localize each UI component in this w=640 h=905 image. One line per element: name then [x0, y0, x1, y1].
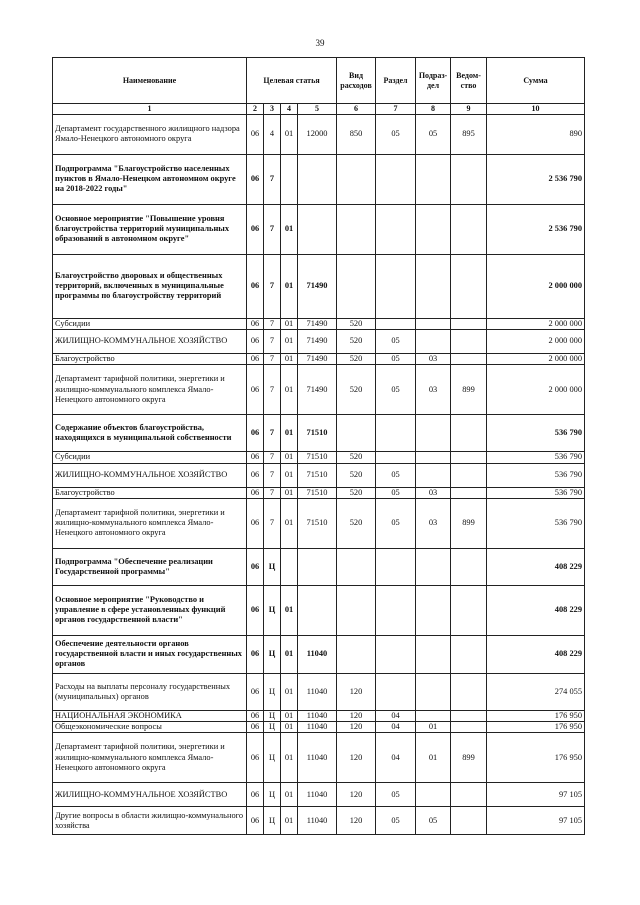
direction-code-cell: 11040	[298, 635, 337, 673]
expense-type-cell	[337, 548, 376, 585]
section-cell: 05	[376, 463, 416, 487]
activity-code-cell: 01	[281, 318, 298, 329]
subprogram-code-cell: Ц	[264, 807, 281, 835]
section-cell	[376, 254, 416, 318]
amount-cell: 97 105	[487, 807, 585, 835]
direction-code-cell	[298, 548, 337, 585]
section-cell: 05	[376, 807, 416, 835]
program-code-cell: 06	[247, 415, 264, 452]
amount-cell: 2 536 790	[487, 154, 585, 204]
table-row	[53, 354, 585, 365]
activity-code-cell: 01	[281, 415, 298, 452]
column-number-row	[53, 104, 585, 115]
amount-cell: 536 790	[487, 498, 585, 548]
activity-code-cell: 01	[281, 114, 298, 154]
activity-code-cell: 01	[281, 365, 298, 415]
section-cell	[376, 415, 416, 452]
subprogram-code-cell: 4	[264, 114, 281, 154]
expense-type-cell: 520	[337, 487, 376, 498]
subsection-cell	[416, 330, 451, 354]
activity-code-cell: 01	[281, 807, 298, 835]
row-name-cell: Обеспечение деятельности органов государственной власти и иных государственных органов	[53, 635, 247, 673]
activity-code-cell: 01	[281, 330, 298, 354]
program-code-cell: 06	[247, 330, 264, 354]
expense-type-cell: 120	[337, 783, 376, 807]
row-name-cell: Подпрограмма "Обеспечение реализации Государственной программы"	[53, 548, 247, 585]
row-name-cell: Департамент тарифной политики, энергетики и жилищно-коммунального комплекса Ямало-Ненецкого автономного округа	[53, 365, 247, 415]
section-cell	[376, 548, 416, 585]
program-code-cell: 06	[247, 585, 264, 635]
department-cell	[451, 415, 487, 452]
expense-type-cell	[337, 585, 376, 635]
activity-code-cell: 01	[281, 498, 298, 548]
column-number: 1	[53, 104, 247, 115]
direction-code-cell: 11040	[298, 783, 337, 807]
subsection-cell: 03	[416, 487, 451, 498]
subprogram-code-cell: 7	[264, 318, 281, 329]
column-number: 4	[281, 104, 298, 115]
department-cell: 895	[451, 114, 487, 154]
table-row	[53, 154, 585, 204]
header-amount: Сумма	[487, 58, 585, 104]
table-row	[53, 204, 585, 254]
program-code-cell: 06	[247, 463, 264, 487]
activity-code-cell: 01	[281, 354, 298, 365]
section-cell: 05	[376, 330, 416, 354]
section-cell	[376, 204, 416, 254]
amount-cell: 2 000 000	[487, 365, 585, 415]
column-number: 7	[376, 104, 416, 115]
section-cell: 05	[376, 783, 416, 807]
table-row	[53, 365, 585, 415]
table-row	[53, 452, 585, 463]
activity-code-cell: 01	[281, 204, 298, 254]
direction-code-cell: 71490	[298, 318, 337, 329]
department-cell	[451, 783, 487, 807]
table-row	[53, 733, 585, 783]
expense-type-cell: 120	[337, 722, 376, 733]
expense-type-cell: 520	[337, 330, 376, 354]
program-code-cell: 06	[247, 733, 264, 783]
direction-code-cell: 11040	[298, 710, 337, 721]
section-cell	[376, 585, 416, 635]
header-name: Наименование	[53, 58, 247, 104]
direction-code-cell: 11040	[298, 807, 337, 835]
expense-type-cell: 520	[337, 318, 376, 329]
row-name-cell: НАЦИОНАЛЬНАЯ ЭКОНОМИКА	[53, 710, 247, 721]
direction-code-cell: 71490	[298, 254, 337, 318]
direction-code-cell: 71510	[298, 415, 337, 452]
subprogram-code-cell: 7	[264, 487, 281, 498]
subsection-cell: 05	[416, 807, 451, 835]
budget-table	[52, 57, 585, 835]
expense-type-cell	[337, 635, 376, 673]
department-cell	[451, 154, 487, 204]
section-cell	[376, 154, 416, 204]
amount-cell: 2 000 000	[487, 330, 585, 354]
table-row	[53, 318, 585, 329]
direction-code-cell: 71490	[298, 330, 337, 354]
expense-type-cell: 120	[337, 673, 376, 710]
section-cell: 05	[376, 498, 416, 548]
section-cell: 05	[376, 114, 416, 154]
row-name-cell: Содержание объектов благоустройства, находящихся в муниципальной собственности	[53, 415, 247, 452]
subsection-cell	[416, 783, 451, 807]
subsection-cell	[416, 318, 451, 329]
subsection-cell	[416, 154, 451, 204]
activity-code-cell: 01	[281, 733, 298, 783]
department-cell	[451, 204, 487, 254]
section-cell: 04	[376, 722, 416, 733]
expense-type-cell	[337, 415, 376, 452]
section-cell: 05	[376, 365, 416, 415]
column-number: 6	[337, 104, 376, 115]
direction-code-cell	[298, 204, 337, 254]
activity-code-cell: 01	[281, 783, 298, 807]
amount-cell: 536 790	[487, 452, 585, 463]
amount-cell: 274 055	[487, 673, 585, 710]
subsection-cell	[416, 204, 451, 254]
section-cell: 05	[376, 487, 416, 498]
program-code-cell: 06	[247, 673, 264, 710]
activity-code-cell: 01	[281, 463, 298, 487]
direction-code-cell: 11040	[298, 733, 337, 783]
table-row	[53, 722, 585, 733]
section-cell	[376, 318, 416, 329]
subprogram-code-cell: 7	[264, 204, 281, 254]
subsection-cell: 03	[416, 365, 451, 415]
row-name-cell: Благоустройство дворовых и общественных территорий, включенных в муниципальные программы по благоустройству территорий	[53, 254, 247, 318]
department-cell	[451, 807, 487, 835]
subsection-cell	[416, 585, 451, 635]
amount-cell: 176 950	[487, 733, 585, 783]
activity-code-cell	[281, 548, 298, 585]
direction-code-cell: 71510	[298, 498, 337, 548]
amount-cell: 408 229	[487, 548, 585, 585]
table-row	[53, 330, 585, 354]
activity-code-cell: 01	[281, 487, 298, 498]
program-code-cell: 06	[247, 114, 264, 154]
expense-type-cell: 520	[337, 354, 376, 365]
row-name-cell: Расходы на выплаты персоналу государственных (муниципальных) органов	[53, 673, 247, 710]
program-code-cell: 06	[247, 452, 264, 463]
direction-code-cell: 11040	[298, 673, 337, 710]
direction-code-cell: 71510	[298, 452, 337, 463]
program-code-cell: 06	[247, 354, 264, 365]
row-name-cell: Департамент тарифной политики, энергетики и жилищно-коммунального комплекса Ямало-Ненецкого автономного округа	[53, 498, 247, 548]
table-row	[53, 498, 585, 548]
page-number: 39	[315, 38, 325, 48]
row-name-cell: ЖИЛИЩНО-КОММУНАЛЬНОЕ ХОЗЯЙСТВО	[53, 330, 247, 354]
program-code-cell: 06	[247, 722, 264, 733]
subprogram-code-cell: 7	[264, 415, 281, 452]
department-cell	[451, 710, 487, 721]
program-code-cell: 06	[247, 635, 264, 673]
subsection-cell: 01	[416, 733, 451, 783]
direction-code-cell: 71510	[298, 487, 337, 498]
column-number: 5	[298, 104, 337, 115]
department-cell	[451, 318, 487, 329]
department-cell	[451, 585, 487, 635]
subprogram-code-cell: Ц	[264, 673, 281, 710]
subsection-cell: 01	[416, 722, 451, 733]
table-row	[53, 585, 585, 635]
program-code-cell: 06	[247, 548, 264, 585]
department-cell: 899	[451, 733, 487, 783]
subsection-cell: 05	[416, 114, 451, 154]
table-row	[53, 635, 585, 673]
row-name-cell: Основное мероприятие "Руководство и управление в сфере установленных функций органов государственной власти"	[53, 585, 247, 635]
header-expense-type: Вид расходов	[337, 58, 376, 104]
direction-code-cell: 71490	[298, 354, 337, 365]
amount-cell: 2 536 790	[487, 204, 585, 254]
activity-code-cell: 01	[281, 635, 298, 673]
department-cell	[451, 254, 487, 318]
program-code-cell: 06	[247, 365, 264, 415]
amount-cell: 408 229	[487, 585, 585, 635]
direction-code-cell: 12000	[298, 114, 337, 154]
row-name-cell: ЖИЛИЩНО-КОММУНАЛЬНОЕ ХОЗЯЙСТВО	[53, 783, 247, 807]
header-subsection: Подраз-дел	[416, 58, 451, 104]
department-cell	[451, 548, 487, 585]
subprogram-code-cell: Ц	[264, 783, 281, 807]
program-code-cell: 06	[247, 807, 264, 835]
row-name-cell: Благоустройство	[53, 354, 247, 365]
table-row	[53, 783, 585, 807]
subprogram-code-cell: 7	[264, 498, 281, 548]
activity-code-cell: 01	[281, 585, 298, 635]
row-name-cell: Другие вопросы в области жилищно-коммунального хозяйства	[53, 807, 247, 835]
subsection-cell	[416, 254, 451, 318]
subsection-cell	[416, 548, 451, 585]
row-name-cell: Благоустройство	[53, 487, 247, 498]
amount-cell: 176 950	[487, 710, 585, 721]
row-name-cell: Департамент тарифной политики, энергетики и жилищно-коммунального комплекса Ямало-Ненецкого автономного округа	[53, 733, 247, 783]
program-code-cell: 06	[247, 254, 264, 318]
department-cell	[451, 635, 487, 673]
row-name-cell: Субсидии	[53, 318, 247, 329]
section-cell: 04	[376, 733, 416, 783]
department-cell	[451, 722, 487, 733]
program-code-cell: 06	[247, 318, 264, 329]
subprogram-code-cell: 7	[264, 254, 281, 318]
column-number: 3	[264, 104, 281, 115]
section-cell: 04	[376, 710, 416, 721]
expense-type-cell: 520	[337, 498, 376, 548]
program-code-cell: 06	[247, 204, 264, 254]
activity-code-cell: 01	[281, 452, 298, 463]
subprogram-code-cell: 7	[264, 330, 281, 354]
program-code-cell: 06	[247, 154, 264, 204]
column-number: 2	[247, 104, 264, 115]
table-row	[53, 673, 585, 710]
table-row	[53, 463, 585, 487]
activity-code-cell: 01	[281, 722, 298, 733]
subprogram-code-cell: Ц	[264, 635, 281, 673]
section-cell	[376, 673, 416, 710]
subsection-cell	[416, 452, 451, 463]
subsection-cell	[416, 463, 451, 487]
subprogram-code-cell: Ц	[264, 585, 281, 635]
column-number: 9	[451, 104, 487, 115]
program-code-cell: 06	[247, 783, 264, 807]
header-section: Раздел	[376, 58, 416, 104]
section-cell	[376, 452, 416, 463]
table-row	[53, 710, 585, 721]
subprogram-code-cell: Ц	[264, 733, 281, 783]
column-number: 10	[487, 104, 585, 115]
expense-type-cell	[337, 254, 376, 318]
table-row	[53, 487, 585, 498]
subprogram-code-cell: 7	[264, 452, 281, 463]
department-cell	[451, 463, 487, 487]
amount-cell: 2 000 000	[487, 354, 585, 365]
expense-type-cell: 850	[337, 114, 376, 154]
row-name-cell: Субсидии	[53, 452, 247, 463]
amount-cell: 176 950	[487, 722, 585, 733]
section-cell	[376, 635, 416, 673]
department-cell: 899	[451, 365, 487, 415]
row-name-cell: Подпрограмма "Благоустройство населенных пунктов в Ямало-Ненецком автономном округе на 2018-2022 годы"	[53, 154, 247, 204]
activity-code-cell: 01	[281, 254, 298, 318]
program-code-cell: 06	[247, 498, 264, 548]
direction-code-cell: 71490	[298, 365, 337, 415]
department-cell	[451, 452, 487, 463]
header-target-article: Целевая статья	[247, 58, 337, 104]
department-cell	[451, 354, 487, 365]
subsection-cell	[416, 710, 451, 721]
subsection-cell	[416, 415, 451, 452]
activity-code-cell	[281, 154, 298, 204]
row-name-cell: ЖИЛИЩНО-КОММУНАЛЬНОЕ ХОЗЯЙСТВО	[53, 463, 247, 487]
department-cell: 899	[451, 498, 487, 548]
header-row	[53, 58, 585, 104]
subsection-cell	[416, 673, 451, 710]
subprogram-code-cell: Ц	[264, 710, 281, 721]
expense-type-cell	[337, 204, 376, 254]
amount-cell: 2 000 000	[487, 318, 585, 329]
row-name-cell: Департамент государственного жилищного надзора Ямало-Ненецкого автономного округа	[53, 114, 247, 154]
subprogram-code-cell: 7	[264, 354, 281, 365]
subsection-cell	[416, 635, 451, 673]
subprogram-code-cell: Ц	[264, 722, 281, 733]
amount-cell: 890	[487, 114, 585, 154]
table-row	[53, 254, 585, 318]
expense-type-cell: 520	[337, 452, 376, 463]
direction-code-cell	[298, 154, 337, 204]
expense-type-cell: 120	[337, 733, 376, 783]
section-cell: 05	[376, 354, 416, 365]
table-row	[53, 807, 585, 835]
expense-type-cell	[337, 154, 376, 204]
direction-code-cell	[298, 585, 337, 635]
expense-type-cell: 120	[337, 807, 376, 835]
subprogram-code-cell: 7	[264, 365, 281, 415]
subsection-cell: 03	[416, 498, 451, 548]
table-row	[53, 415, 585, 452]
expense-type-cell: 520	[337, 463, 376, 487]
amount-cell: 536 790	[487, 487, 585, 498]
department-cell	[451, 487, 487, 498]
subsection-cell: 03	[416, 354, 451, 365]
amount-cell: 408 229	[487, 635, 585, 673]
amount-cell: 97 105	[487, 783, 585, 807]
direction-code-cell: 71510	[298, 463, 337, 487]
subprogram-code-cell: 7	[264, 463, 281, 487]
subprogram-code-cell: 7	[264, 154, 281, 204]
amount-cell: 536 790	[487, 463, 585, 487]
activity-code-cell: 01	[281, 710, 298, 721]
header-department: Ведом-ство	[451, 58, 487, 104]
amount-cell: 536 790	[487, 415, 585, 452]
department-cell	[451, 330, 487, 354]
expense-type-cell: 120	[337, 710, 376, 721]
department-cell	[451, 673, 487, 710]
subprogram-code-cell: Ц	[264, 548, 281, 585]
row-name-cell: Основное мероприятие "Повышение уровня благоустройства территорий муниципальных образований в автономном округе"	[53, 204, 247, 254]
row-name-cell: Общеэкономические вопросы	[53, 722, 247, 733]
table-row	[53, 114, 585, 154]
program-code-cell: 06	[247, 710, 264, 721]
column-number: 8	[416, 104, 451, 115]
amount-cell: 2 000 000	[487, 254, 585, 318]
expense-type-cell: 520	[337, 365, 376, 415]
program-code-cell: 06	[247, 487, 264, 498]
direction-code-cell: 11040	[298, 722, 337, 733]
activity-code-cell: 01	[281, 673, 298, 710]
table-row	[53, 548, 585, 585]
